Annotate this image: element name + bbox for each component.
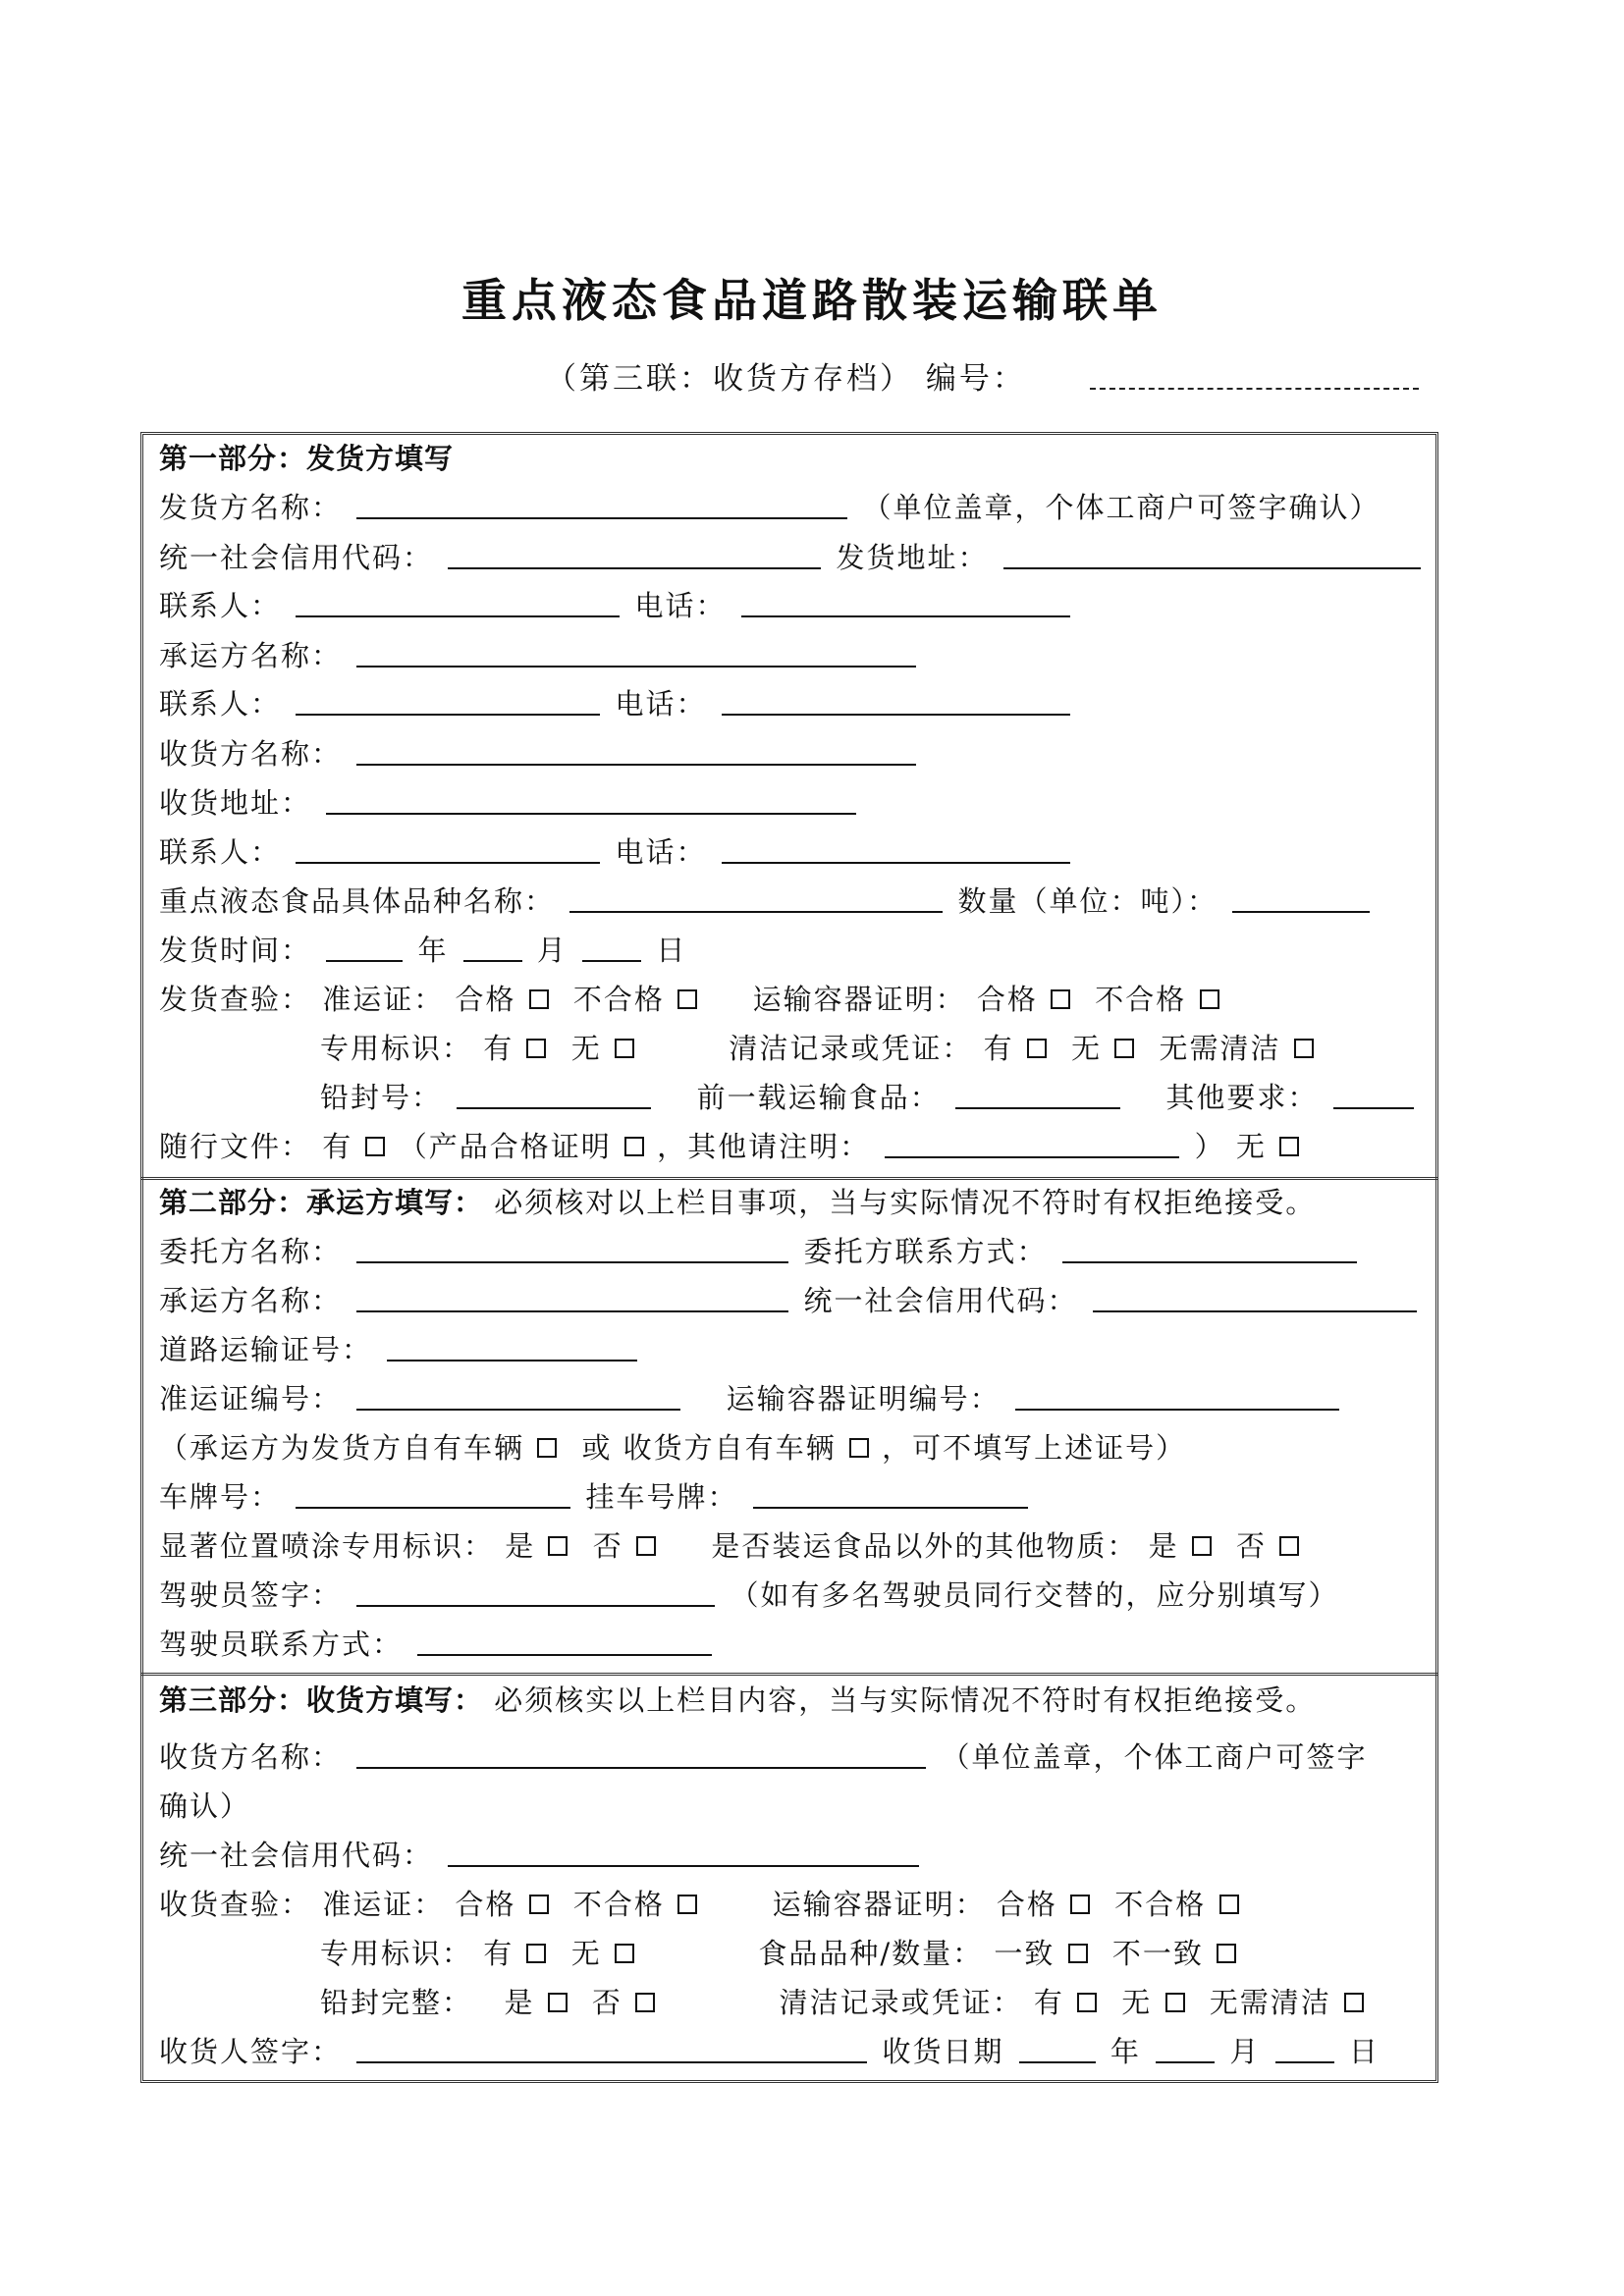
contact1-label: 联系人：: [159, 589, 282, 622]
section-divider: [140, 1177, 1438, 1180]
part3-heading: 第三部分：收货方填写：: [159, 1683, 484, 1717]
phone3-field[interactable]: [722, 832, 1070, 864]
p3-consignee-name-field[interactable]: [356, 1737, 926, 1769]
consignee-name-field[interactable]: [356, 734, 916, 766]
container-cert-no-field[interactable]: [1015, 1379, 1339, 1411]
container-cert-no-label: 运输容器证明编号：: [726, 1382, 1001, 1415]
docs-have-checkbox[interactable]: [365, 1137, 385, 1156]
receiver-sign-row: [159, 2032, 1380, 2071]
none-label: 无: [570, 1032, 602, 1065]
food-variety-row: [159, 881, 1374, 921]
driver-sign-row: [159, 1575, 1338, 1615]
seal-intact-row: [320, 1983, 1378, 2022]
own-vehicle-or-label: 或 收货方自有车辆: [581, 1431, 837, 1465]
special-mark-label: 专用标识：: [320, 1937, 473, 1970]
special-mark-row: [320, 1029, 1327, 1068]
p3-no-cleaning-checkbox[interactable]: [1344, 1993, 1364, 2012]
container-qualified-checkbox[interactable]: [1051, 989, 1070, 1009]
shipper-name-row: [159, 488, 1380, 527]
inspect-label: 收货查验：: [159, 1888, 312, 1921]
document-title: 重点液态食品道路散装运输联单: [461, 274, 1163, 327]
inconsistent-checkbox[interactable]: [1217, 1944, 1236, 1963]
contact2-field[interactable]: [296, 684, 600, 716]
road-permit-field[interactable]: [387, 1330, 637, 1362]
no-cleaning-label: 无需清洁: [1159, 1032, 1281, 1065]
visible-mark-no-checkbox[interactable]: [636, 1536, 656, 1556]
food-variety-field[interactable]: [569, 881, 943, 913]
cleaning-record-label: 清洁记录或凭证：: [779, 1986, 1023, 2019]
driver-sign-label: 驾驶员签字：: [159, 1578, 343, 1612]
ship-year-field[interactable]: [326, 931, 403, 962]
shipper-address-field[interactable]: [1003, 538, 1421, 569]
own-vehicle-label: （承运方为发货方自有车辆: [159, 1431, 525, 1465]
receiver-sign-field[interactable]: [356, 2032, 867, 2063]
ship-time-row: [159, 931, 686, 970]
trailer-plate-field[interactable]: [753, 1477, 1028, 1509]
serial-number-field[interactable]: [1090, 388, 1419, 390]
receive-day-field[interactable]: [1275, 2032, 1334, 2063]
permit-label: 准运证：: [322, 1888, 445, 1921]
visible-mark-row: [159, 1526, 1313, 1566]
docs-other-field[interactable]: [885, 1127, 1179, 1158]
food-match-label: 食品品种/数量：: [758, 1937, 984, 1970]
phone1-field[interactable]: [741, 586, 1070, 617]
qualified-label: 合格: [455, 983, 516, 1016]
inconsistent-label: 不一致: [1111, 1937, 1204, 1970]
p3-mark-no-checkbox[interactable]: [615, 1944, 634, 1963]
plate-label: 车牌号：: [159, 1480, 282, 1514]
unqualified-label: 不合格: [572, 1888, 665, 1921]
no-label: 否: [592, 1529, 623, 1563]
consignor-name-field[interactable]: [356, 1232, 788, 1263]
visible-mark-yes-checkbox[interactable]: [548, 1536, 568, 1556]
docs-cert-checkbox[interactable]: [624, 1137, 644, 1156]
part2-heading-note: 必须核对以上栏目事项，当与实际情况不符时有权拒绝接受。: [494, 1186, 1317, 1219]
contact1-row: [159, 586, 1074, 625]
carrier-name-field[interactable]: [356, 636, 916, 667]
none-label: 无: [1071, 1032, 1103, 1065]
mark-yes-checkbox[interactable]: [526, 1039, 546, 1058]
p3-cleaning-no-checkbox[interactable]: [1165, 1993, 1185, 2012]
consignee-name-note: （单位盖章，个体工商户可签字: [941, 1740, 1368, 1774]
year-label: 年: [1110, 2035, 1141, 2068]
qualified-label: 合格: [455, 1888, 516, 1921]
p3-permit-unqualified-checkbox[interactable]: [677, 1895, 697, 1914]
other-req-field[interactable]: [1333, 1078, 1414, 1109]
receiver-sign-label: 收货人签字：: [159, 2035, 343, 2068]
permit-unqualified-checkbox[interactable]: [677, 989, 697, 1009]
none-label: 无: [570, 1937, 602, 1970]
consignor-contact-field[interactable]: [1062, 1232, 1357, 1263]
consignee-name-label: 收货方名称：: [159, 737, 343, 771]
p3-consignee-name-row: [159, 1737, 1367, 1777]
permit-no-row: [159, 1379, 1343, 1418]
year-label: 年: [417, 934, 449, 967]
seal-no-checkbox[interactable]: [635, 1993, 655, 2012]
seal-no-label: 铅封号：: [320, 1081, 443, 1114]
p3-permit-qualified-checkbox[interactable]: [529, 1895, 549, 1914]
driver-contact-row: [159, 1625, 716, 1664]
shipper-name-field[interactable]: [356, 488, 847, 519]
day-label: 日: [1348, 2035, 1380, 2068]
part2-heading: 第二部分：承运方填写：: [159, 1186, 484, 1219]
consignee-name-row: [159, 734, 920, 774]
p3-credit-row: [159, 1836, 923, 1875]
qualified-label: 合格: [996, 1888, 1057, 1921]
docs-none-label: 无: [1235, 1130, 1267, 1163]
docs-none-checkbox[interactable]: [1279, 1137, 1299, 1156]
docs-cert-label: （产品合格证明: [398, 1130, 612, 1163]
p3-cleaning-yes-checkbox[interactable]: [1077, 1993, 1097, 2012]
carrier-name-row: [159, 636, 920, 675]
seal-yes-checkbox[interactable]: [548, 1993, 568, 2012]
docs-have-label: 有: [322, 1130, 353, 1163]
part1-heading: 第一部分：发货方填写: [159, 442, 455, 475]
p3-container-qualified-checkbox[interactable]: [1070, 1895, 1090, 1914]
docs-close-label: ）: [1194, 1130, 1225, 1163]
visible-mark-label: 显著位置喷涂专用标识：: [159, 1529, 495, 1563]
docs-other-label: ，其他请注明：: [657, 1130, 871, 1163]
docs-row: [159, 1127, 1313, 1166]
other-goods-yes-checkbox[interactable]: [1192, 1536, 1212, 1556]
contact3-field[interactable]: [296, 832, 600, 864]
contact2-row: [159, 684, 1074, 723]
ship-inspect-row: [159, 980, 1233, 1019]
container-cert-label: 运输容器证明：: [772, 1888, 986, 1921]
consignee-address-row: [159, 783, 860, 823]
ship-day-field[interactable]: [582, 931, 641, 962]
receive-month-field[interactable]: [1156, 2032, 1215, 2063]
phone2-field[interactable]: [722, 684, 1070, 716]
road-permit-row: [159, 1330, 641, 1369]
carrier-credit-row: [159, 1281, 1421, 1320]
shipper-name-note: （单位盖章，个体工商户可签字确认）: [862, 491, 1380, 524]
trailer-plate-label: 挂车号牌：: [585, 1480, 738, 1514]
p3-mark-yes-checkbox[interactable]: [526, 1944, 546, 1963]
month-label: 月: [1229, 2035, 1261, 2068]
other-goods-no-checkbox[interactable]: [1279, 1536, 1299, 1556]
cleaning-yes-checkbox[interactable]: [1027, 1039, 1047, 1058]
contact2-label: 联系人：: [159, 687, 282, 721]
credit-code-label: 统一社会信用代码：: [803, 1284, 1078, 1317]
unqualified-label: 不合格: [1095, 983, 1187, 1016]
unqualified-label: 不合格: [572, 983, 665, 1016]
shipper-vehicle-checkbox[interactable]: [537, 1438, 557, 1458]
contact3-label: 联系人：: [159, 835, 282, 869]
carrier-credit-code-field[interactable]: [1093, 1281, 1417, 1312]
quantity-label: 数量（单位：吨）：: [957, 884, 1218, 918]
p3-consignee-note-row: [159, 1787, 250, 1826]
consignee-address-label: 收货地址：: [159, 786, 312, 820]
seal-row: [320, 1078, 1418, 1117]
yes-label: 是: [505, 1529, 536, 1563]
no-cleaning-checkbox[interactable]: [1294, 1039, 1314, 1058]
consignor-row: [159, 1232, 1361, 1271]
permit-no-field[interactable]: [356, 1379, 680, 1411]
consignor-contact-label: 委托方联系方式：: [803, 1235, 1048, 1268]
receive-date-label: 收货日期: [882, 2035, 1004, 2068]
credit-code-field[interactable]: [448, 538, 821, 569]
have-label: 有: [1033, 1986, 1064, 2019]
part2-heading-row: [159, 1183, 1316, 1222]
food-variety-label: 重点液态食品具体品种名称：: [159, 884, 556, 918]
document-subtitle: （第三联：收货方存档） 编号：: [546, 361, 1026, 397]
qualified-label: 合格: [976, 983, 1038, 1016]
driver-sign-field[interactable]: [356, 1575, 715, 1607]
p3-credit-code-field[interactable]: [448, 1836, 919, 1867]
consistent-checkbox[interactable]: [1068, 1944, 1088, 1963]
phone1-label: 电话：: [634, 589, 727, 622]
ship-time-label: 发货时间：: [159, 934, 312, 967]
consignor-name-label: 委托方名称：: [159, 1235, 343, 1268]
own-vehicle-close-label: ，可不填写上述证号）: [882, 1431, 1187, 1465]
no-cleaning-label: 无需清洁: [1209, 1986, 1331, 2019]
carrier-name-field[interactable]: [356, 1281, 788, 1312]
special-mark-label: 专用标识：: [320, 1032, 473, 1065]
consignee-address-field[interactable]: [326, 783, 856, 815]
permit-no-label: 准运证编号：: [159, 1382, 343, 1415]
shipper-address-label: 发货地址：: [836, 541, 989, 574]
month-label: 月: [536, 934, 568, 967]
container-cert-label: 运输容器证明：: [752, 983, 966, 1016]
consignee-vehicle-checkbox[interactable]: [849, 1438, 869, 1458]
none-label: 无: [1121, 1986, 1153, 2019]
seal-intact-label: 铅封完整：: [320, 1986, 473, 2019]
phone3-label: 电话：: [615, 835, 707, 869]
p3-container-unqualified-checkbox[interactable]: [1219, 1895, 1239, 1914]
part1-heading-row: [159, 439, 454, 478]
receive-year-field[interactable]: [1019, 2032, 1096, 2063]
receive-inspect-row: [159, 1885, 1253, 1924]
road-permit-label: 道路运输证号：: [159, 1333, 373, 1366]
section-divider: [140, 1673, 1438, 1676]
other-goods-label: 是否装运食品以外的其他物质：: [711, 1529, 1138, 1563]
driver-contact-label: 驾驶员联系方式：: [159, 1628, 404, 1661]
credit-address-row: [159, 538, 1425, 577]
driver-contact-field[interactable]: [417, 1625, 712, 1656]
have-label: 有: [483, 1032, 514, 1065]
consignee-name-label: 收货方名称：: [159, 1740, 343, 1774]
cleaning-record-label: 清洁记录或凭证：: [729, 1032, 973, 1065]
no-label: 否: [1236, 1529, 1268, 1563]
yes-label: 是: [1148, 1529, 1179, 1563]
carrier-name-label: 承运方名称：: [159, 1284, 343, 1317]
no-label: 否: [591, 1986, 623, 2019]
permit-qualified-checkbox[interactable]: [529, 989, 549, 1009]
consistent-label: 一致: [994, 1937, 1056, 1970]
cleaning-no-checkbox[interactable]: [1114, 1039, 1134, 1058]
day-label: 日: [656, 934, 687, 967]
plate-field[interactable]: [296, 1477, 570, 1509]
phone2-label: 电话：: [615, 687, 707, 721]
own-vehicle-row: [159, 1428, 1186, 1468]
consignee-name-note-cont: 确认）: [159, 1789, 251, 1823]
yes-label: 是: [504, 1986, 535, 2019]
mark-no-checkbox[interactable]: [615, 1039, 634, 1058]
other-req-label: 其他要求：: [1165, 1081, 1319, 1114]
shipper-name-label: 发货方名称：: [159, 491, 343, 524]
previous-food-field[interactable]: [955, 1078, 1120, 1109]
driver-sign-note: （如有多名驾驶员同行交替的，应分别填写）: [730, 1578, 1339, 1612]
ship-month-field[interactable]: [463, 931, 522, 962]
part3-heading-row: [159, 1681, 1316, 1720]
permit-label: 准运证：: [322, 983, 445, 1016]
contact1-field[interactable]: [296, 586, 620, 617]
unqualified-label: 不合格: [1114, 1888, 1207, 1921]
plate-row: [159, 1477, 1032, 1517]
have-label: 有: [483, 1937, 514, 1970]
contact3-row: [159, 832, 1074, 872]
carrier-name-label: 承运方名称：: [159, 639, 343, 672]
docs-label: 随行文件：: [159, 1130, 312, 1163]
container-unqualified-checkbox[interactable]: [1200, 989, 1219, 1009]
p3-special-mark-row: [320, 1934, 1250, 1973]
credit-code-label: 统一社会信用代码：: [159, 1839, 434, 1872]
seal-no-field[interactable]: [457, 1078, 651, 1109]
quantity-field[interactable]: [1232, 881, 1370, 913]
inspect-label: 发货查验：: [159, 983, 312, 1016]
have-label: 有: [983, 1032, 1014, 1065]
part3-heading-note: 必须核实以上栏目内容，当与实际情况不符时有权拒绝接受。: [494, 1683, 1317, 1717]
credit-code-label: 统一社会信用代码：: [159, 541, 434, 574]
previous-food-label: 前一载运输食品：: [696, 1081, 941, 1114]
